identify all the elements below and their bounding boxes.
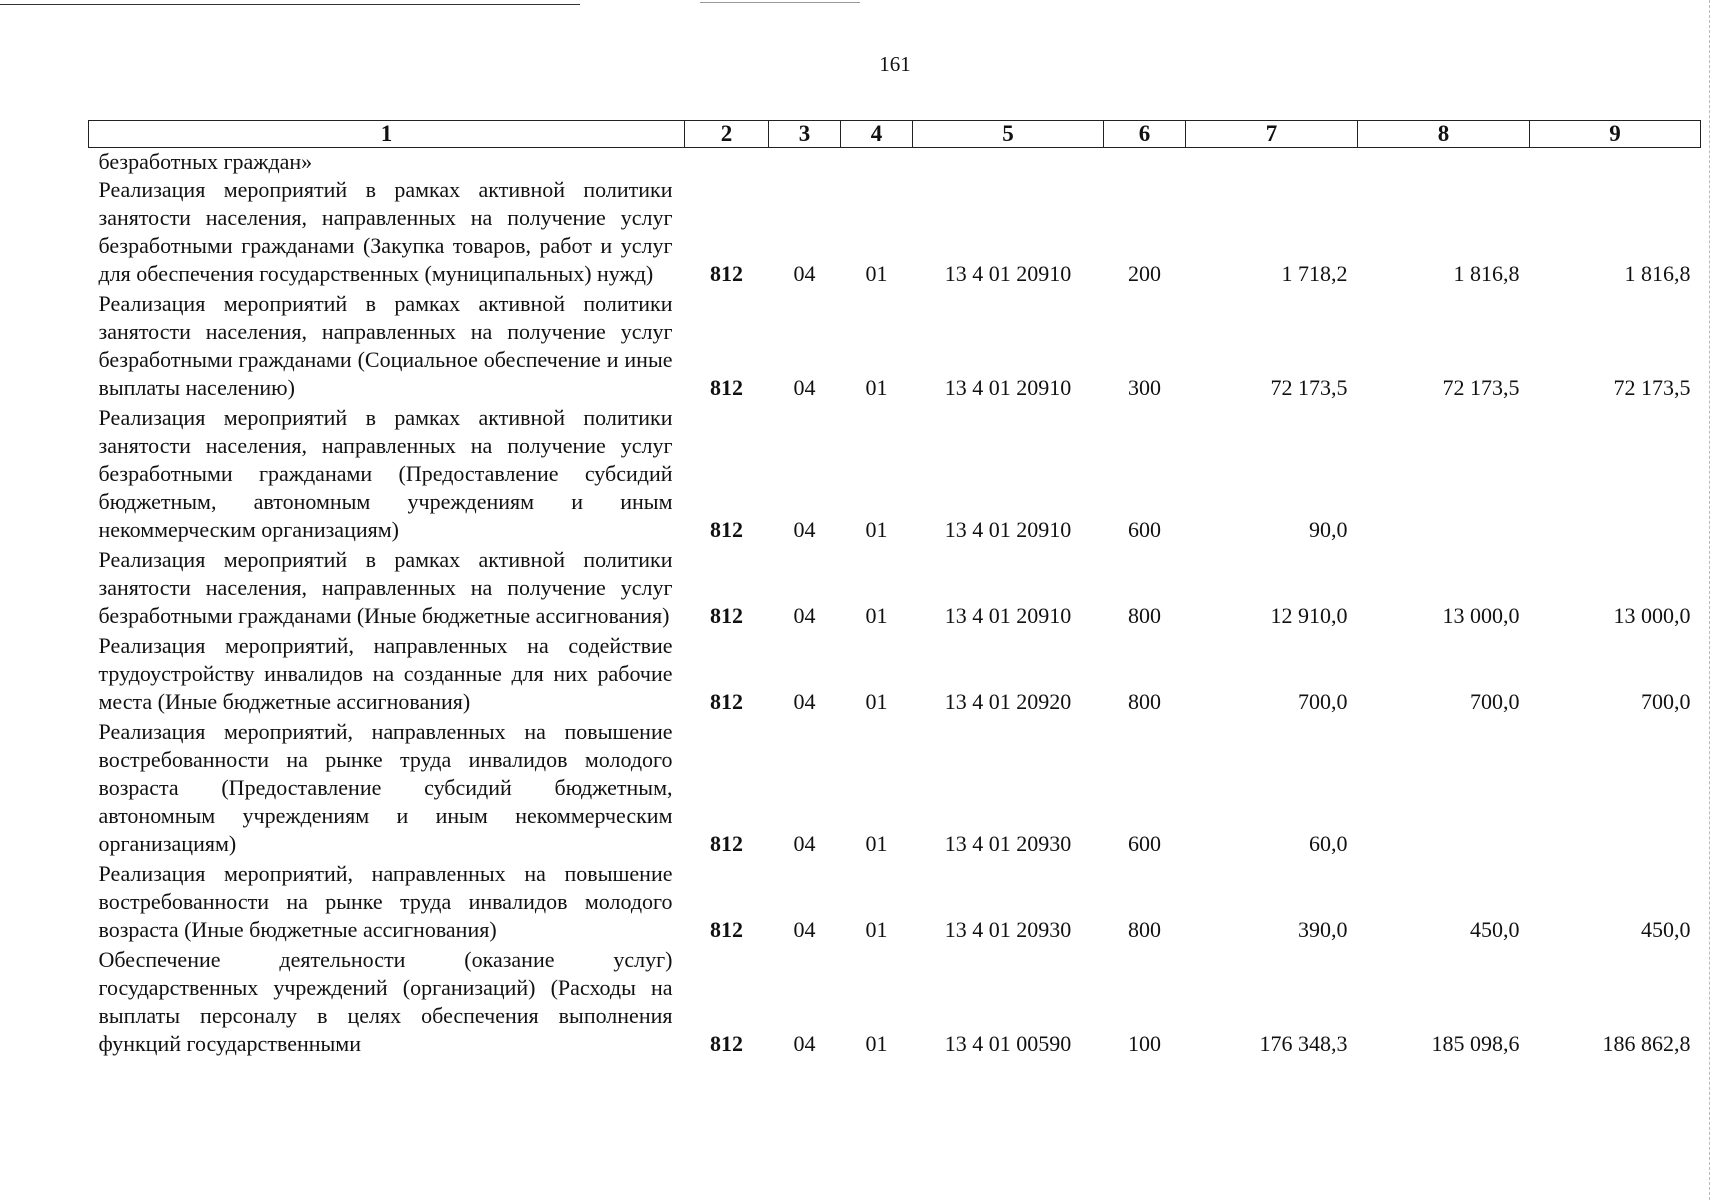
amount-col-9 (1530, 404, 1701, 546)
expense-type-code: 200 (1128, 261, 1161, 286)
section-code: 04 (793, 689, 816, 714)
amount-col-8: 185 098,6 (1431, 1031, 1520, 1056)
amount-col-8: 72 173,5 (1442, 375, 1520, 400)
top-rule (0, 4, 580, 5)
subsection-code: 01 (865, 917, 888, 942)
table-row (89, 546, 1701, 632)
amount-col-9: 186 862,8 (1602, 1031, 1691, 1056)
table-row (89, 860, 1701, 946)
header-cell-7: 7 (1186, 121, 1358, 148)
section-code: 04 (793, 831, 816, 856)
amount-col-7: 1 718,2 (1281, 261, 1348, 286)
expense-type-code: 100 (1128, 1031, 1161, 1056)
amount-col-7: 72 173,5 (1270, 375, 1348, 400)
row-description-cell (89, 946, 685, 1060)
section-code: 04 (793, 517, 816, 542)
subsection-code: 01 (865, 689, 888, 714)
header-cell-1: 1 (89, 121, 685, 148)
page-number: 161 (879, 52, 911, 76)
ministry-code: 812 (710, 689, 743, 714)
target-article-code: 13 4 01 20930 (944, 831, 1072, 856)
ministry-code: 812 (710, 917, 743, 942)
ministry-code: 812 (710, 603, 743, 628)
expense-type-code: 800 (1128, 689, 1161, 714)
subsection-code: 01 (865, 1031, 888, 1056)
subsection-code: 01 (865, 375, 888, 400)
amount-col-8: 13 000,0 (1442, 603, 1520, 628)
amount-col-8: 700,0 (1470, 689, 1520, 714)
top-rule-fragment (700, 2, 860, 3)
expense-type-code: 600 (1128, 517, 1161, 542)
target-article-code: 13 4 01 20910 (944, 603, 1072, 628)
amount-col-7: 176 348,3 (1259, 1031, 1348, 1056)
section-code: 04 (793, 1031, 816, 1056)
ministry-code: 812 (710, 261, 743, 286)
continuation-text: безработных граждан» (98, 149, 313, 174)
target-article-code: 13 4 01 20910 (944, 261, 1072, 286)
amount-col-8: 450,0 (1470, 917, 1520, 942)
table-row (89, 404, 1701, 546)
amount-col-7: 12 910,0 (1270, 603, 1348, 628)
target-article-code: 13 4 01 20910 (944, 517, 1072, 542)
section-code: 04 (793, 375, 816, 400)
ministry-code: 812 (710, 517, 743, 542)
row-description: Реализация мероприятий в рамках активной политики занятости населения, направленных на получение услуг безработными гражданами (Иные бюджетные ассигнования) (98, 547, 673, 628)
table-row (89, 632, 1701, 718)
target-article-code: 13 4 01 00590 (944, 1031, 1072, 1056)
table-row (89, 176, 1701, 290)
amount-col-8: 1 816,8 (1453, 261, 1520, 286)
row-description: Реализация мероприятий, направленных на содействие трудоустройству инвалидов на созданные для них рабочие места (Иные бюджетные ассигнования) (98, 633, 673, 714)
target-article-code: 13 4 01 20920 (944, 689, 1072, 714)
amount-col-7: 390,0 (1298, 917, 1348, 942)
ministry-code: 812 (710, 1031, 743, 1056)
subsection-code: 01 (865, 261, 888, 286)
amount-col-9: 450,0 (1641, 917, 1691, 942)
expense-type-code: 800 (1128, 603, 1161, 628)
header-cell-2: 2 (685, 121, 769, 148)
amount-col-8 (1358, 404, 1530, 546)
continuation-row (89, 148, 1701, 177)
section-code: 04 (793, 917, 816, 942)
target-article-code: 13 4 01 20910 (944, 375, 1072, 400)
header-cell-8: 8 (1358, 121, 1530, 148)
amount-col-7: 700,0 (1298, 689, 1348, 714)
amount-col-8 (1358, 718, 1530, 860)
amount-col-7: 60,0 (1309, 831, 1348, 856)
section-code: 04 (793, 261, 816, 286)
subsection-code: 01 (865, 831, 888, 856)
header-cell-4: 4 (841, 121, 913, 148)
ministry-code: 812 (710, 375, 743, 400)
expense-type-code: 600 (1128, 831, 1161, 856)
header-cell-6: 6 (1104, 121, 1186, 148)
amount-col-7: 90,0 (1309, 517, 1348, 542)
header-cell-3: 3 (769, 121, 841, 148)
page-edge-rule (1709, 0, 1710, 1200)
row-description: Реализация мероприятий, направленных на повышение востребованности на рынке труда инвалидов молодого возраста (Иные бюджетные ассигнования) (98, 861, 673, 942)
amount-col-9: 700,0 (1641, 689, 1691, 714)
row-description: Обеспечение деятельности (оказание услуг) государственных учреждений (организаций) (Расходы на выплаты персоналу в целях обеспечения выполнения функций государственными (98, 947, 673, 1056)
section-code: 04 (793, 603, 816, 628)
amount-col-9: 72 173,5 (1613, 375, 1691, 400)
expense-type-code: 800 (1128, 917, 1161, 942)
row-description: Реализация мероприятий в рамках активной политики занятости населения, направленных на получение услуг безработными гражданами (Закупка товаров, работ и услуг для обеспечения государственных (муниципальных) нужд) (98, 177, 673, 286)
table-row (89, 290, 1701, 404)
expense-type-code: 300 (1128, 375, 1161, 400)
row-description: Реализация мероприятий, направленных на повышение востребованности на рынке труда инвалидов молодого возраста (Предоставление субсидий бюджетным, автономным учреждениям и иным некоммерческим организациям) (98, 719, 673, 856)
amount-col-9 (1530, 718, 1701, 860)
subsection-code: 01 (865, 603, 888, 628)
ministry-code: 812 (710, 831, 743, 856)
amount-col-9: 13 000,0 (1613, 603, 1691, 628)
table-row (89, 946, 1701, 1060)
subsection-code: 01 (865, 517, 888, 542)
table-row (89, 718, 1701, 860)
amount-col-9: 1 816,8 (1624, 261, 1691, 286)
row-description: Реализация мероприятий в рамках активной политики занятости населения, направленных на получение услуг безработными гражданами (Социальное обеспечение и иные выплаты населению) (98, 291, 673, 400)
budget-table (88, 120, 1701, 1060)
row-description: Реализация мероприятий в рамках активной политики занятости населения, направленных на получение услуг безработными гражданами (Предоставление субсидий бюджетным, автономным учреждениям и иным некоммерческим организациям) (98, 405, 673, 542)
target-article-code: 13 4 01 20930 (944, 917, 1072, 942)
header-cell-5: 5 (913, 121, 1104, 148)
header-cell-9: 9 (1530, 121, 1701, 148)
header-row (89, 121, 1701, 148)
